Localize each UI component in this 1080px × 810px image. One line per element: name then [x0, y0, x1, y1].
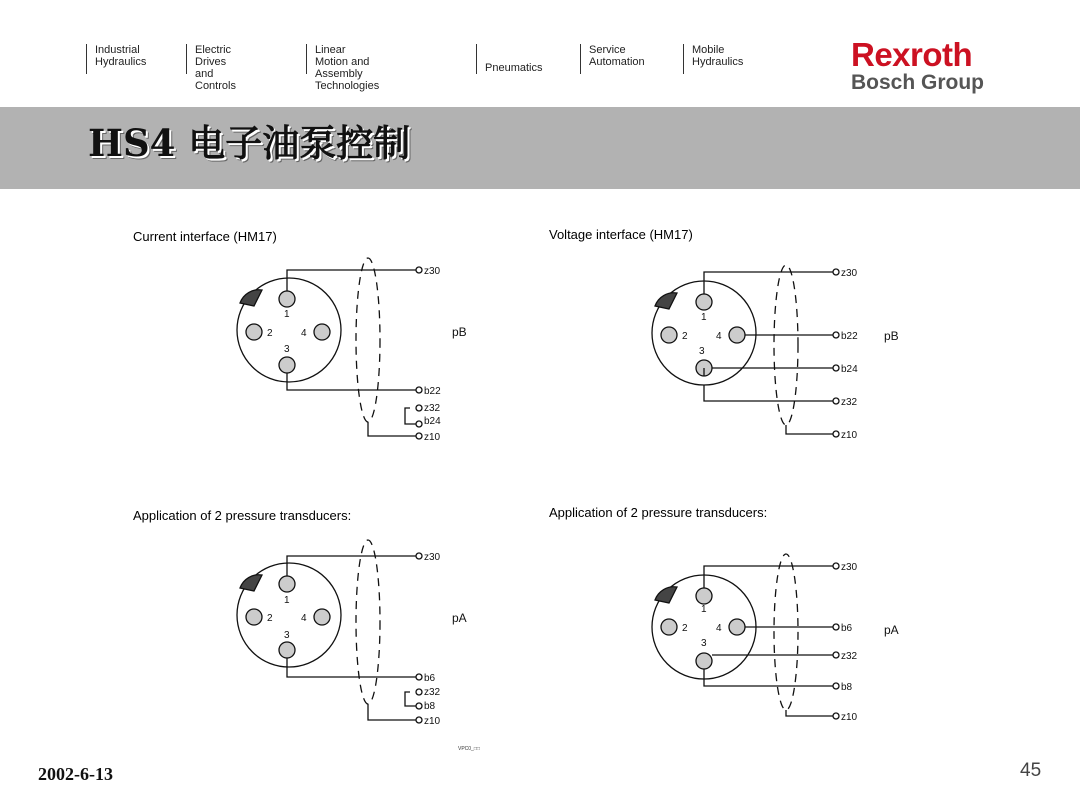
connector-key — [655, 293, 677, 309]
shield-ellipse — [356, 540, 380, 704]
pin-label-2: 2 — [267, 613, 273, 624]
nav-pneumatics: Pneumatics — [476, 44, 542, 74]
term-label: z30 — [841, 268, 858, 279]
wire-pin3 — [287, 373, 416, 390]
wire-pin1 — [704, 272, 833, 294]
wire-shield — [786, 425, 833, 434]
pin-1 — [696, 294, 712, 310]
pin-label-4: 4 — [716, 331, 722, 342]
term-label: b6 — [841, 623, 853, 634]
term-label: b24 — [841, 364, 858, 375]
wire-shield — [786, 710, 833, 716]
current-interface-title: Current interface (HM17) — [133, 229, 277, 244]
pin-1 — [279, 291, 295, 307]
application-title-right: Application of 2 pressure transducers: — [549, 505, 768, 520]
pressure-label: pB — [884, 329, 899, 343]
connector-key — [240, 290, 262, 306]
nav-electric-drives: Electric Drives and Controls — [186, 44, 236, 74]
diagram-voltage-bottom — [652, 554, 839, 719]
brand-sub: Bosch Group — [851, 71, 985, 94]
jumper-bracket — [405, 408, 416, 424]
pressure-label: pA — [884, 623, 899, 637]
wire-pin3 — [287, 658, 416, 677]
application-title-left: Application of 2 pressure transducers: — [133, 508, 352, 523]
pin-3 — [279, 357, 295, 373]
slide-title: HS4 电子油泵控制 — [88, 121, 411, 165]
shield-ellipse — [356, 258, 380, 422]
pin-2 — [246, 609, 262, 625]
pin-label-1: 1 — [284, 309, 290, 320]
nav-mobile-hydraulics: Mobile Hydraulics — [683, 44, 743, 74]
pin-2 — [246, 324, 262, 340]
term-label: b6 — [424, 673, 436, 684]
pin-4 — [729, 619, 745, 635]
wire-pin1 — [704, 566, 833, 588]
pin-4 — [314, 324, 330, 340]
connector-key — [240, 575, 262, 591]
footer-date: 2002-6-13 — [38, 764, 113, 784]
pin-3 — [279, 642, 295, 658]
pin-label-3: 3 — [701, 638, 707, 649]
pin-1 — [696, 588, 712, 604]
term-label: z30 — [424, 552, 441, 563]
pressure-label: pB — [452, 325, 467, 339]
small-ref-label: VPC0_□□ — [458, 746, 480, 752]
term-label: b22 — [841, 331, 858, 342]
pin-2 — [661, 327, 677, 343]
term-label: b8 — [424, 701, 436, 712]
term-label: z10 — [424, 716, 441, 727]
pin-label-1: 1 — [701, 312, 707, 323]
pin-4 — [314, 609, 330, 625]
wire-gnd — [704, 669, 833, 686]
wire-pin3 — [704, 368, 833, 376]
pin-label-4: 4 — [301, 613, 307, 624]
brand-name: Rexroth — [851, 36, 973, 73]
pin-label-2: 2 — [682, 331, 688, 342]
pin-label-2: 2 — [267, 328, 273, 339]
connector-key — [655, 587, 677, 603]
pin-2 — [661, 619, 677, 635]
pin-label-4: 4 — [716, 623, 722, 634]
nav-industrial-hydraulics: Industrial Hydraulics — [86, 44, 146, 74]
diagram-voltage-top — [652, 265, 839, 437]
pin-label-3: 3 — [699, 346, 705, 357]
pin-label-4: 4 — [301, 328, 307, 339]
diagram-current-bottom — [237, 540, 422, 723]
term-label: z32 — [424, 687, 441, 698]
pin-label-3: 3 — [284, 630, 290, 641]
term-label: b8 — [841, 682, 853, 693]
term-label: z10 — [841, 430, 858, 441]
term-label: z30 — [841, 562, 858, 573]
jumper-bracket — [405, 692, 416, 706]
pin-label-1: 1 — [284, 595, 290, 606]
term-label: z10 — [424, 432, 441, 443]
term-label: b22 — [424, 386, 441, 397]
term-label: z30 — [424, 266, 441, 277]
pin-label-3: 3 — [284, 344, 290, 355]
wire-gnd — [704, 385, 833, 401]
term-label: z32 — [841, 397, 858, 408]
diagram-current-top — [237, 258, 422, 439]
pin-label-2: 2 — [682, 623, 688, 634]
pin-3 — [696, 653, 712, 669]
nav-service-automation: Service Automation — [580, 44, 645, 74]
pin-label-1: 1 — [701, 604, 707, 615]
term-label: z32 — [424, 403, 441, 414]
pressure-label: pA — [452, 611, 467, 625]
term-label: b24 — [424, 416, 441, 427]
pin-4 — [729, 327, 745, 343]
term-label: z10 — [841, 712, 858, 723]
page-number: 45 — [1020, 760, 1042, 781]
term-label: z32 — [841, 651, 858, 662]
pin-1 — [279, 576, 295, 592]
voltage-interface-title: Voltage interface (HM17) — [549, 227, 693, 242]
nav-linear-motion: Linear Motion and Assembly Technologies — [306, 44, 379, 74]
